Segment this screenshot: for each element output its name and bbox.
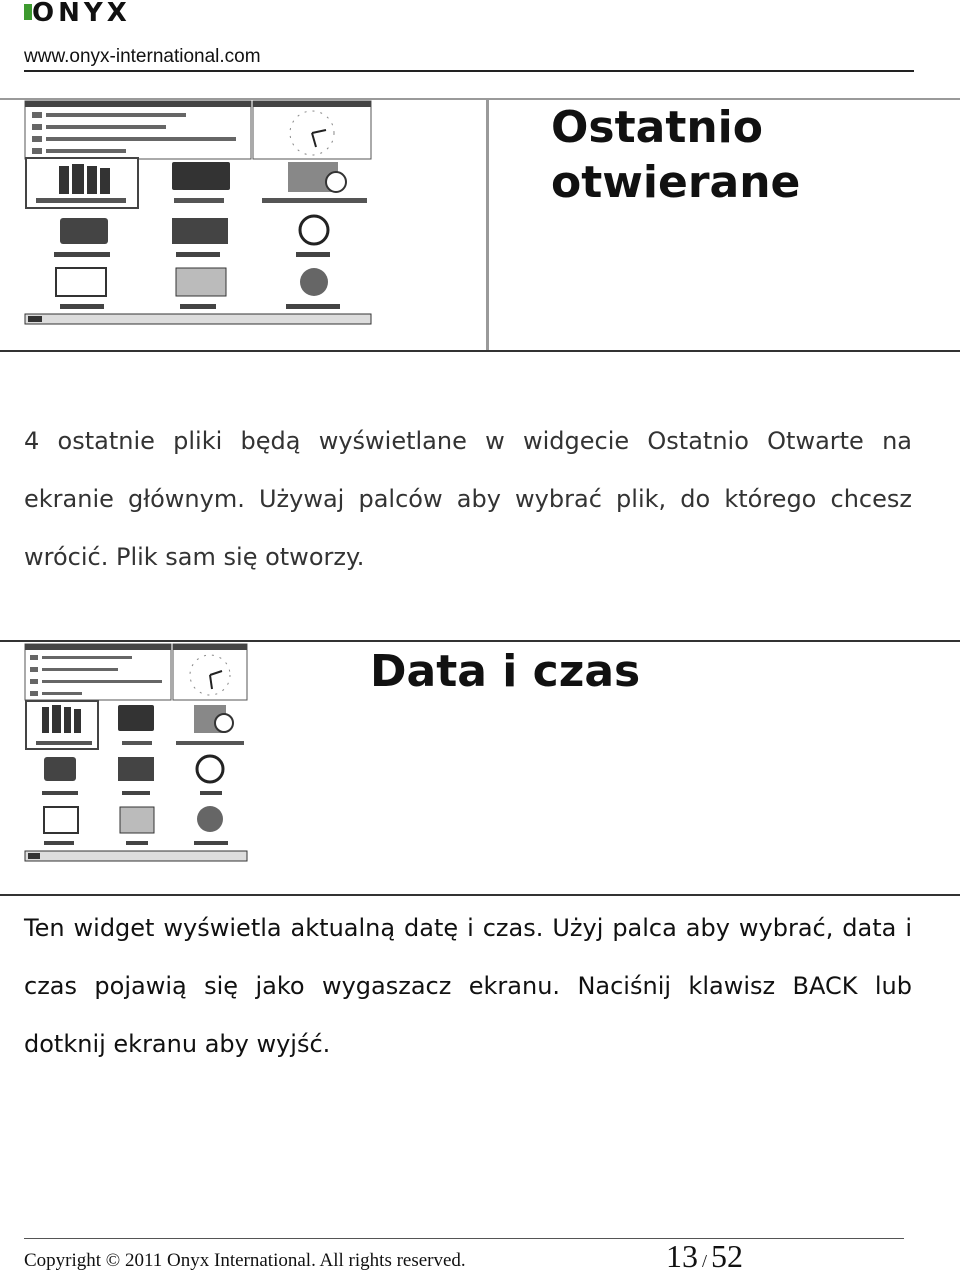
section2-body: Ten widget wyświetla aktualną datę i czas. Użyj palca aby wybrać, data i czas pojawią się jako wygaszacz ekranu. Naciśnij klawisz BACK lub dotknij ekranu aby wyjść. xyxy=(24,914,912,1058)
page-current: 13 xyxy=(666,1238,698,1274)
section1-body: 4 ostatnie pliki będą wyświetlane w widgecie Ostatnio Otwarte na ekranie głównym. Używaj palców aby wybrać plik, do którego chcesz wrócić. Plik sam się otworzy. xyxy=(24,427,912,571)
home-screen-illustration xyxy=(24,100,372,326)
copyright-text: Copyright © 2011 Onyx International. All rights reserved. xyxy=(24,1250,466,1271)
section1-title: Ostatnio otwierane xyxy=(551,102,801,208)
section2-bottom-rule xyxy=(0,894,960,896)
site-url[interactable]: www.onyx-international.com xyxy=(24,46,261,67)
home-screen-screenshot-recent xyxy=(24,100,372,326)
logo-text: ONYX xyxy=(32,0,131,26)
page-separator: / xyxy=(702,1251,708,1271)
section1-divider xyxy=(486,98,489,352)
section2-title: Data i czas xyxy=(370,646,641,697)
home-screen-screenshot-clock xyxy=(24,643,248,863)
onyx-logo xyxy=(22,0,182,26)
page-number xyxy=(666,1238,743,1275)
page-total: 52 xyxy=(711,1238,744,1274)
section1-bottom-rule xyxy=(0,350,960,352)
footer-divider xyxy=(24,1238,904,1239)
home-screen-illustration-small xyxy=(24,643,248,863)
section2-top-rule xyxy=(0,640,960,642)
header-divider xyxy=(24,70,914,72)
